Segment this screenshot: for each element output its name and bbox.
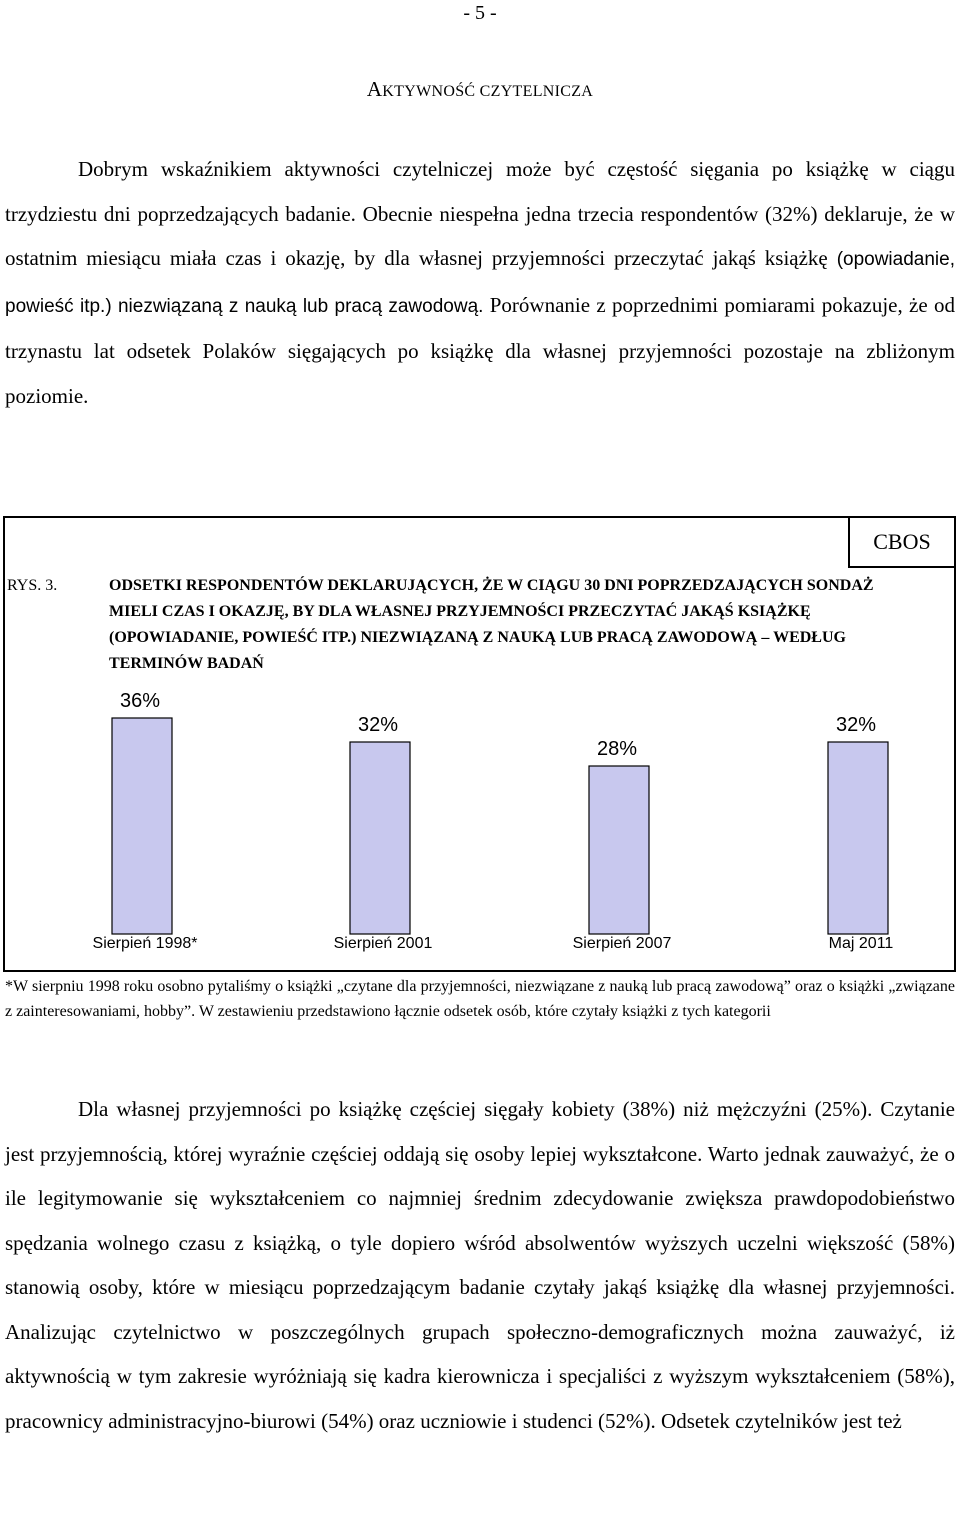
- category-label: Sierpień 2007: [572, 935, 672, 952]
- section-title-rest: KTYWNOŚĆ CZYTELNICZA: [382, 83, 594, 100]
- category-label: Sierpień 2001: [333, 935, 433, 952]
- body-paragraph: [5, 1087, 955, 1443]
- figure-footnote: *W sierpniu 1998 roku osobno pytaliśmy o książki „czytane dla przyjemności, niezwiązane z nauką lub pracą zawodową” oraz o książki „związane z zainteresowaniami, hobby”. W zestawieniu przedstawiono łącznie odsetek osób, które czytały książki z tych kategorii: [5, 978, 955, 1020]
- section-title: [0, 77, 960, 102]
- figure-frame: [3, 516, 956, 972]
- source-label: CBOS: [848, 516, 956, 568]
- category-label: Sierpień 1998*: [92, 935, 198, 952]
- category-label: Maj 2011: [828, 935, 894, 952]
- data-label: 32%: [835, 714, 877, 736]
- bar: [828, 742, 888, 934]
- intro-paragraph: [5, 147, 955, 418]
- data-label: 32%: [357, 714, 399, 736]
- bar: [350, 742, 410, 934]
- page-number: - 5 -: [463, 2, 497, 24]
- intro-text-serif-1: Dobrym wskaźnikiem aktywności czytelniczej może być częstość sięgania po książkę w ciągu trzydziestu dni poprzedzających badanie. Obecnie niespełna jedna trzecia respondentów (32%) deklaruje, że w ostatnim miesiącu miała czas i okazję, by dla własnej przyjemności przeczytać jakąś książkę: [5, 157, 955, 270]
- body-paragraph-text: Dla własnej przyjemności po książkę częściej sięgały kobiety (38%) niż mężczyźni (25%). Czytanie jest przyjemnością, której wyraźnie częściej oddają się osoby lepiej wykształcone. Warto jednak zauważyć, że o ile legitymowanie się wykształceniem co najmniej średnim zdecydowanie zwiększa prawdopodobieństwo spędzania wolnego czasu z książką, o tyle dopiero wśród absolwentów wyższych uczelni większość (58%) stanowią osoby, które w miesiącu poprzedzającym badanie czytały jakąś książkę dla własnej przyjemności. Analizując czytelnictwo w poszczególnych grupach społeczno-demograficznych można zauważyć, iż aktywnością w tym zakresie wyróżniają się kadra kierownicza i specjaliści z wyższym wykształceniem (58%), pracownicy administracyjno-biurowi (54%) oraz uczniowie i studenci (52%). Odsetek czytelników jest też: [5, 1097, 955, 1433]
- data-label: 28%: [596, 738, 638, 760]
- data-label: 36%: [119, 690, 161, 712]
- intro-text-sans: (opowiadanie, powieść itp.) niezwiązaną z nauką lub pracą zawodową.: [5, 249, 955, 317]
- section-title-initial: A: [366, 77, 383, 101]
- bar-chart: [5, 518, 954, 970]
- intro-text-serif-2: Porównanie z poprzednimi pomiarami pokazuje, że od trzynastu lat odsetek Polaków sięgających po książkę dla własnej przyjemności pozostaje na zbliżonym poziomie.: [5, 292, 955, 408]
- figure-caption-text: ODSETKI RESPONDENTÓW DEKLARUJĄCYCH, ŻE W CIĄGU 30 DNI POPRZEDZAJĄCYCH SONDAŻ MIELI CZAS I OKAZJĘ, BY DLA WŁASNEJ PRZYJEMNOŚCI PRZECZYTAĆ JAKĄŚ KSIĄŻKĘ (OPOWIADANIE, POWIEŚĆ ITP.) NIEZWIĄZANĄ Z NAUKĄ LUB PRACĄ ZAWODOWĄ – WEDŁUG TERMINÓW BADAŃ: [109, 577, 874, 672]
- figure-number: RYS. 3.: [7, 577, 58, 594]
- bar: [589, 766, 649, 934]
- bar: [112, 718, 172, 934]
